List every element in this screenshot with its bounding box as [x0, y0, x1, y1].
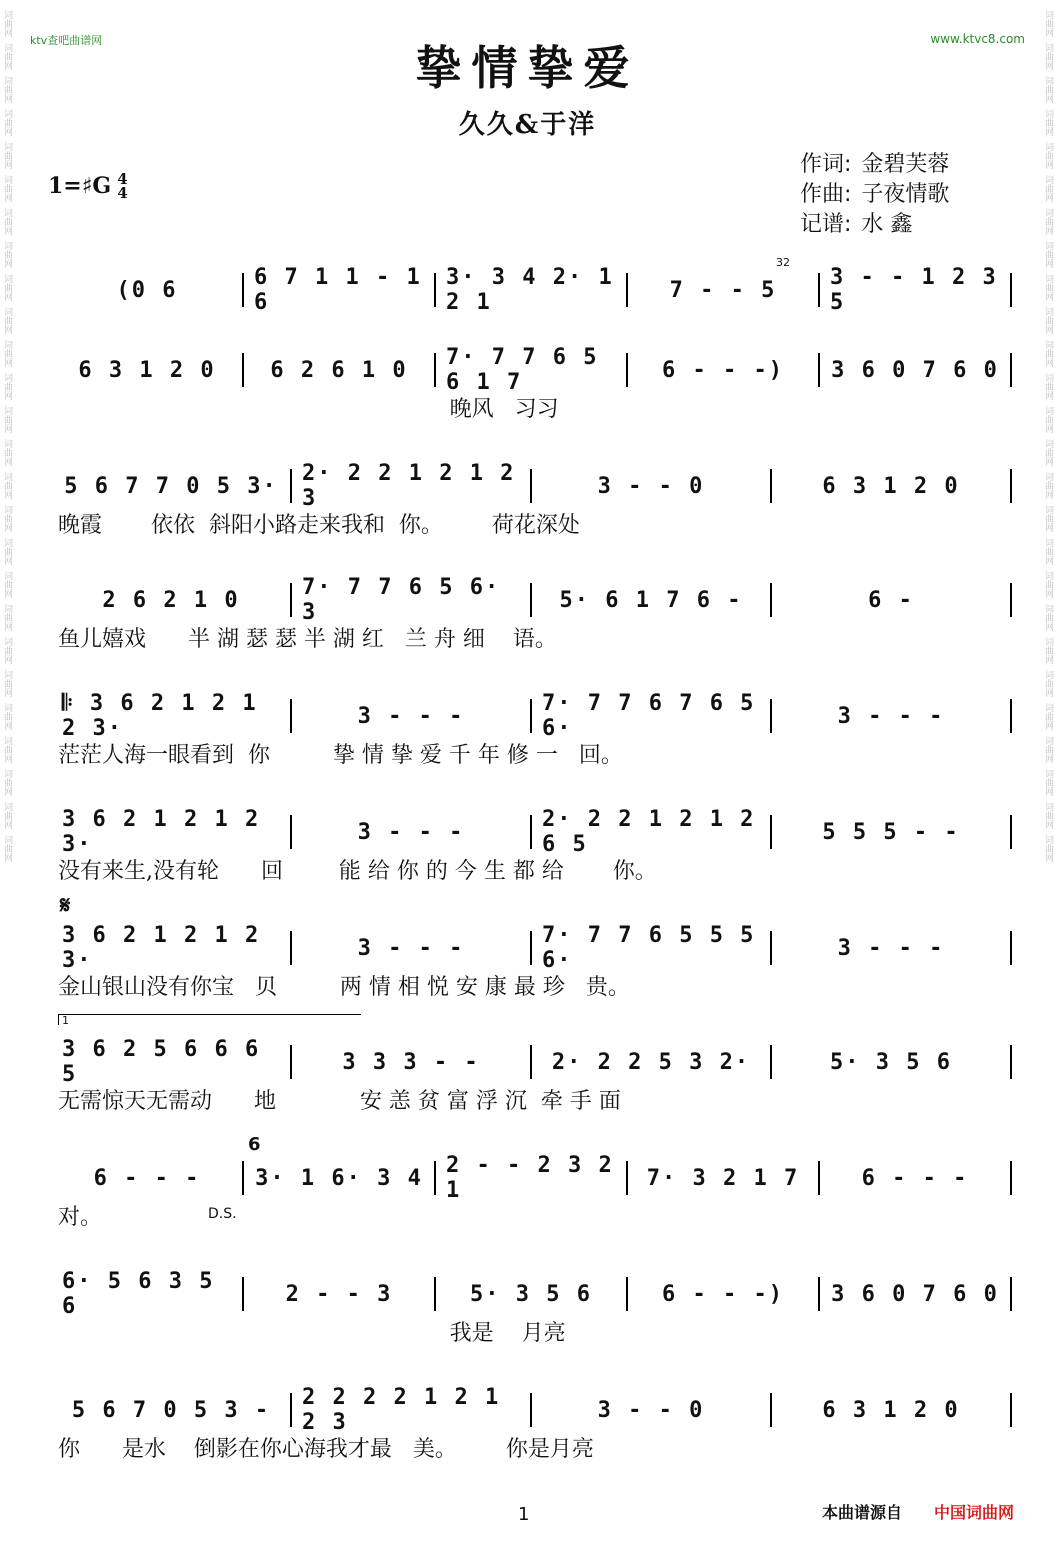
left-watermark-strip — [0, 0, 14, 1558]
sidebar-watermark-text: 词曲网 — [2, 307, 12, 334]
sidebar-watermark-text: 词曲网 — [1043, 571, 1053, 598]
sidebar-watermark-text: 词曲网 — [2, 439, 12, 466]
sidebar-watermark-text: 词曲网 — [1043, 274, 1053, 301]
measure: 5· 3 5 6 — [830, 1049, 952, 1075]
sidebar-watermark-text: 词曲网 — [1043, 109, 1053, 136]
measure: 6 - - - — [861, 1165, 969, 1191]
barline — [1010, 815, 1012, 849]
sidebar-watermark-text: 词曲网 — [1043, 76, 1053, 103]
ds-marking: D.S. — [208, 1206, 237, 1222]
measure: 𝄆 3 6 2 1 2 1 2 3· — [62, 691, 258, 741]
barline — [1010, 1045, 1012, 1079]
notation-line — [52, 1269, 1012, 1319]
sidebar-watermark-text: 词曲网 — [1043, 340, 1053, 367]
measure: 2 6 2 1 0 — [102, 587, 240, 613]
credit-value: 子夜情歌 — [861, 182, 950, 207]
measure: 6 - — [868, 587, 914, 613]
measure: 6 - - -) — [662, 1281, 784, 1307]
sidebar-watermark-text: 词曲网 — [1043, 736, 1053, 763]
measure: 7· 3 2 1 7 — [646, 1165, 800, 1191]
notation-line — [52, 923, 1012, 973]
notation-line — [52, 691, 1012, 741]
measure: 5 5 5 - - — [822, 819, 960, 845]
lyric-line: 无需惊天无需动 地 安 恙 贫 富 浮 沉 牵 手 面 — [58, 1089, 621, 1114]
sidebar-watermark-text: 词曲网 — [2, 241, 12, 268]
notation-line — [52, 1385, 1012, 1435]
measure: 2· 2 2 5 3 2· — [551, 1049, 751, 1075]
sidebar-watermark-text: 词曲网 — [1043, 538, 1053, 565]
sidebar-watermark-text: 词曲网 — [1043, 703, 1053, 730]
measure: 7· 7 7 6 5 5 5 6· — [542, 923, 756, 973]
sidebar-watermark-text: 词曲网 — [1043, 769, 1053, 796]
measure: 6 3 1 2 0 — [822, 1397, 960, 1423]
sidebar-watermark-text: 词曲网 — [1043, 307, 1053, 334]
credit-label: 记谱: — [800, 212, 852, 237]
lyric-line: 晚霞 依依 斜阳小路走来我和 你。 荷花深处 — [58, 513, 580, 538]
lyric-line: 金山银山没有你宝 贝 两 情 相 悦 安 康 最 珍 贵。 — [58, 975, 630, 1000]
measure: 6· 5 6 3 5 6 — [62, 1269, 215, 1319]
measure: 3 6 2 1 2 1 2 3· — [62, 923, 261, 973]
sidebar-watermark-text: 词曲网 — [1043, 439, 1053, 466]
sidebar-watermark-text: 词曲网 — [1043, 505, 1053, 532]
segno-sign: 𝄋 — [60, 890, 71, 919]
barline — [1010, 1393, 1012, 1427]
measure: 5· 3 5 6 — [470, 1281, 592, 1307]
sidebar-watermark-text: 词曲网 — [2, 604, 12, 631]
measure: 7 - - 5 — [669, 277, 777, 303]
sidebar-watermark-text: 词曲网 — [2, 835, 12, 862]
sidebar-watermark-text: 词曲网 — [2, 505, 12, 532]
lyric-line — [58, 312, 1008, 344]
sidebar-watermark-text: 词曲网 — [2, 43, 12, 70]
time-signature — [117, 172, 127, 200]
sidebar-watermark-text: 词曲网 — [1043, 802, 1053, 829]
sidebar-watermark-text: 词曲网 — [1043, 472, 1053, 499]
barline — [1010, 273, 1012, 307]
measure: 6 3 1 2 0 — [78, 357, 216, 383]
sidebar-watermark-text: 词曲网 — [1043, 604, 1053, 631]
sidebar-watermark-text: 词曲网 — [2, 340, 12, 367]
sidebar-watermark-text: 词曲网 — [1043, 175, 1053, 202]
measure: 3 - - - — [837, 703, 945, 729]
notation-line — [52, 345, 1012, 395]
sidebar-watermark-text: 词曲网 — [2, 571, 12, 598]
time-sig-bottom: 4 — [117, 184, 128, 202]
measure: 6 - - -) — [662, 357, 784, 383]
sidebar-watermark-text: 词曲网 — [2, 802, 12, 829]
sidebar-watermark-text: 词曲网 — [2, 406, 12, 433]
time-sig-top: 4 — [117, 170, 128, 188]
key-label: 1=♯G — [48, 173, 112, 199]
lyric-line: 茫茫人海一眼看到 你 挚 情 挚 爱 千 年 修 一 回。 — [58, 743, 623, 768]
barline — [1010, 1161, 1012, 1195]
notation-line — [52, 461, 1012, 511]
sidebar-watermark-text: 词曲网 — [2, 274, 12, 301]
lyric-line: 我是 月亮 — [58, 1321, 566, 1346]
footer-source-label: 本曲谱源自 — [822, 1503, 903, 1522]
credit-lyricist — [800, 150, 949, 180]
sidebar-watermark-text: 词曲网 — [2, 175, 12, 202]
measure: 2· 2 2 1 2 1 2 3 — [302, 461, 516, 511]
lyric-line: 你 是水 倒影在你心海我才最 美。 你是月亮 — [58, 1437, 594, 1462]
sidebar-watermark-text: 词曲网 — [2, 472, 12, 499]
notation-line — [52, 807, 1012, 857]
sidebar-watermark-text: 词曲网 — [2, 373, 12, 400]
sidebar-watermark-text: 词曲网 — [1043, 406, 1053, 433]
measure: 3 - - - — [837, 935, 945, 961]
footer-source-site: 中国词曲网 — [934, 1503, 1015, 1522]
measure: 3 - - 1 2 3 5 — [830, 265, 998, 315]
credit-composer — [800, 180, 949, 210]
sidebar-watermark-text: 词曲网 — [1043, 373, 1053, 400]
sidebar-watermark-text: 词曲网 — [2, 142, 12, 169]
lyric-line: 鱼儿嬉戏 半 湖 瑟 瑟 半 湖 红 兰 舟 细 语。 — [58, 627, 557, 652]
measure: 2 - - 2 3 2 1 — [446, 1153, 614, 1203]
sidebar-watermark-text: 词曲网 — [2, 637, 12, 664]
credit-label: 作词: — [800, 152, 852, 177]
measure: 3 - - 0 — [597, 473, 705, 499]
barline — [1010, 469, 1012, 503]
sidebar-watermark-text: 词曲网 — [1043, 637, 1053, 664]
measure: 7· 7 7 6 5 6 1 7 — [446, 345, 599, 395]
credit-value: 水 鑫 — [861, 212, 913, 237]
barline — [1010, 353, 1012, 387]
grace-note: 32 — [776, 256, 790, 269]
measure: 3 - - - — [357, 703, 465, 729]
source-watermark-right: www.ktvc8.com — [930, 32, 1025, 46]
sidebar-watermark-text: 词曲网 — [1043, 670, 1053, 697]
measure: 3 6 2 1 2 1 2 3· — [62, 807, 261, 857]
measure: 6 2 6 1 0 — [270, 357, 408, 383]
measure: 2 - - 3 — [285, 1281, 393, 1307]
measure: 3 3 3 - - — [342, 1049, 480, 1075]
measure: 2 2 2 2 1 2 1 2 3 — [302, 1385, 501, 1435]
measure: 3 - - 0 — [597, 1397, 705, 1423]
page-number: 1 — [518, 1504, 530, 1525]
credits — [800, 150, 949, 240]
measure: 3 - - - — [357, 819, 465, 845]
measure: 5· 6 1 7 6 - — [559, 587, 743, 613]
measure: 3 6 0 7 6 0 — [831, 357, 999, 383]
barline — [1010, 931, 1012, 965]
barline — [1010, 583, 1012, 617]
sidebar-watermark-text: 词曲网 — [2, 76, 12, 103]
sidebar-watermark-text: 词曲网 — [2, 538, 12, 565]
credit-transcriber — [800, 210, 949, 240]
singer-name: 久久&于洋 — [458, 110, 597, 140]
upper-note: 6 — [248, 1134, 261, 1155]
sidebar-watermark-text: 词曲网 — [2, 109, 12, 136]
key-signature — [48, 172, 128, 200]
sidebar-watermark-text: 词曲网 — [2, 703, 12, 730]
sidebar-watermark-text: 词曲网 — [1043, 10, 1053, 37]
source-watermark-left: ktv查吧曲谱网 — [30, 34, 103, 47]
song-title: 挚情挚爱 — [415, 41, 640, 95]
measure: 7· 7 7 6 5 6· 3 — [302, 575, 501, 625]
volta-bracket — [58, 1014, 361, 1025]
sidebar-watermark-text: 词曲网 — [2, 208, 12, 235]
measure: 6 7 1 1 - 1 6 — [254, 265, 422, 315]
measure: 6 - - - — [93, 1165, 201, 1191]
measure: 3· 1 6· 3 4 — [255, 1165, 423, 1191]
barline — [1010, 1277, 1012, 1311]
measure: 5 6 7 0 5 3 - — [71, 1397, 271, 1423]
sidebar-watermark-text: 词曲网 — [2, 670, 12, 697]
lyric-line: 对。 — [58, 1205, 103, 1230]
measure: 3 - - - — [357, 935, 465, 961]
sidebar-watermark-text: 词曲网 — [1043, 43, 1053, 70]
measure: 6 3 1 2 0 — [822, 473, 960, 499]
sidebar-watermark-text: 词曲网 — [1043, 142, 1053, 169]
sidebar-watermark-text: 词曲网 — [1043, 208, 1053, 235]
measure: 7· 7 7 6 7 6 5 6· — [542, 691, 756, 741]
measure: 3· 3 4 2· 1 2 1 — [446, 265, 614, 315]
measure: 3 6 2 5 6 6 6 5 — [62, 1037, 261, 1087]
notation-line — [52, 575, 1012, 625]
measure: 2· 2 2 1 2 1 2 6 5 — [542, 807, 756, 857]
sidebar-watermark-text: 词曲网 — [2, 736, 12, 763]
notation-line — [52, 265, 1012, 315]
barline — [1010, 699, 1012, 733]
right-watermark-strip — [1041, 0, 1055, 1558]
sidebar-watermark-text: 词曲网 — [2, 769, 12, 796]
credit-value: 金碧芙蓉 — [861, 152, 950, 177]
sidebar-watermark-text: 词曲网 — [1043, 241, 1053, 268]
measure: 3 6 0 7 6 0 — [831, 1281, 999, 1307]
measure: 5 6 7 7 0 5 3· — [64, 473, 278, 499]
notation-line — [52, 1037, 1012, 1087]
notation-line — [52, 1153, 1012, 1203]
sidebar-watermark-text: 词曲网 — [1043, 835, 1053, 862]
lyric-line: 没有来生,没有轮 回 能 给 你 的 今 生 都 给 你。 — [58, 859, 657, 884]
credit-label: 作曲: — [800, 182, 852, 207]
measure: (0 6 — [116, 277, 178, 303]
sidebar-watermark-text: 词曲网 — [2, 10, 12, 37]
volta-number: 1 — [62, 1014, 69, 1027]
lyric-line: 晚风 习习 — [58, 397, 559, 422]
